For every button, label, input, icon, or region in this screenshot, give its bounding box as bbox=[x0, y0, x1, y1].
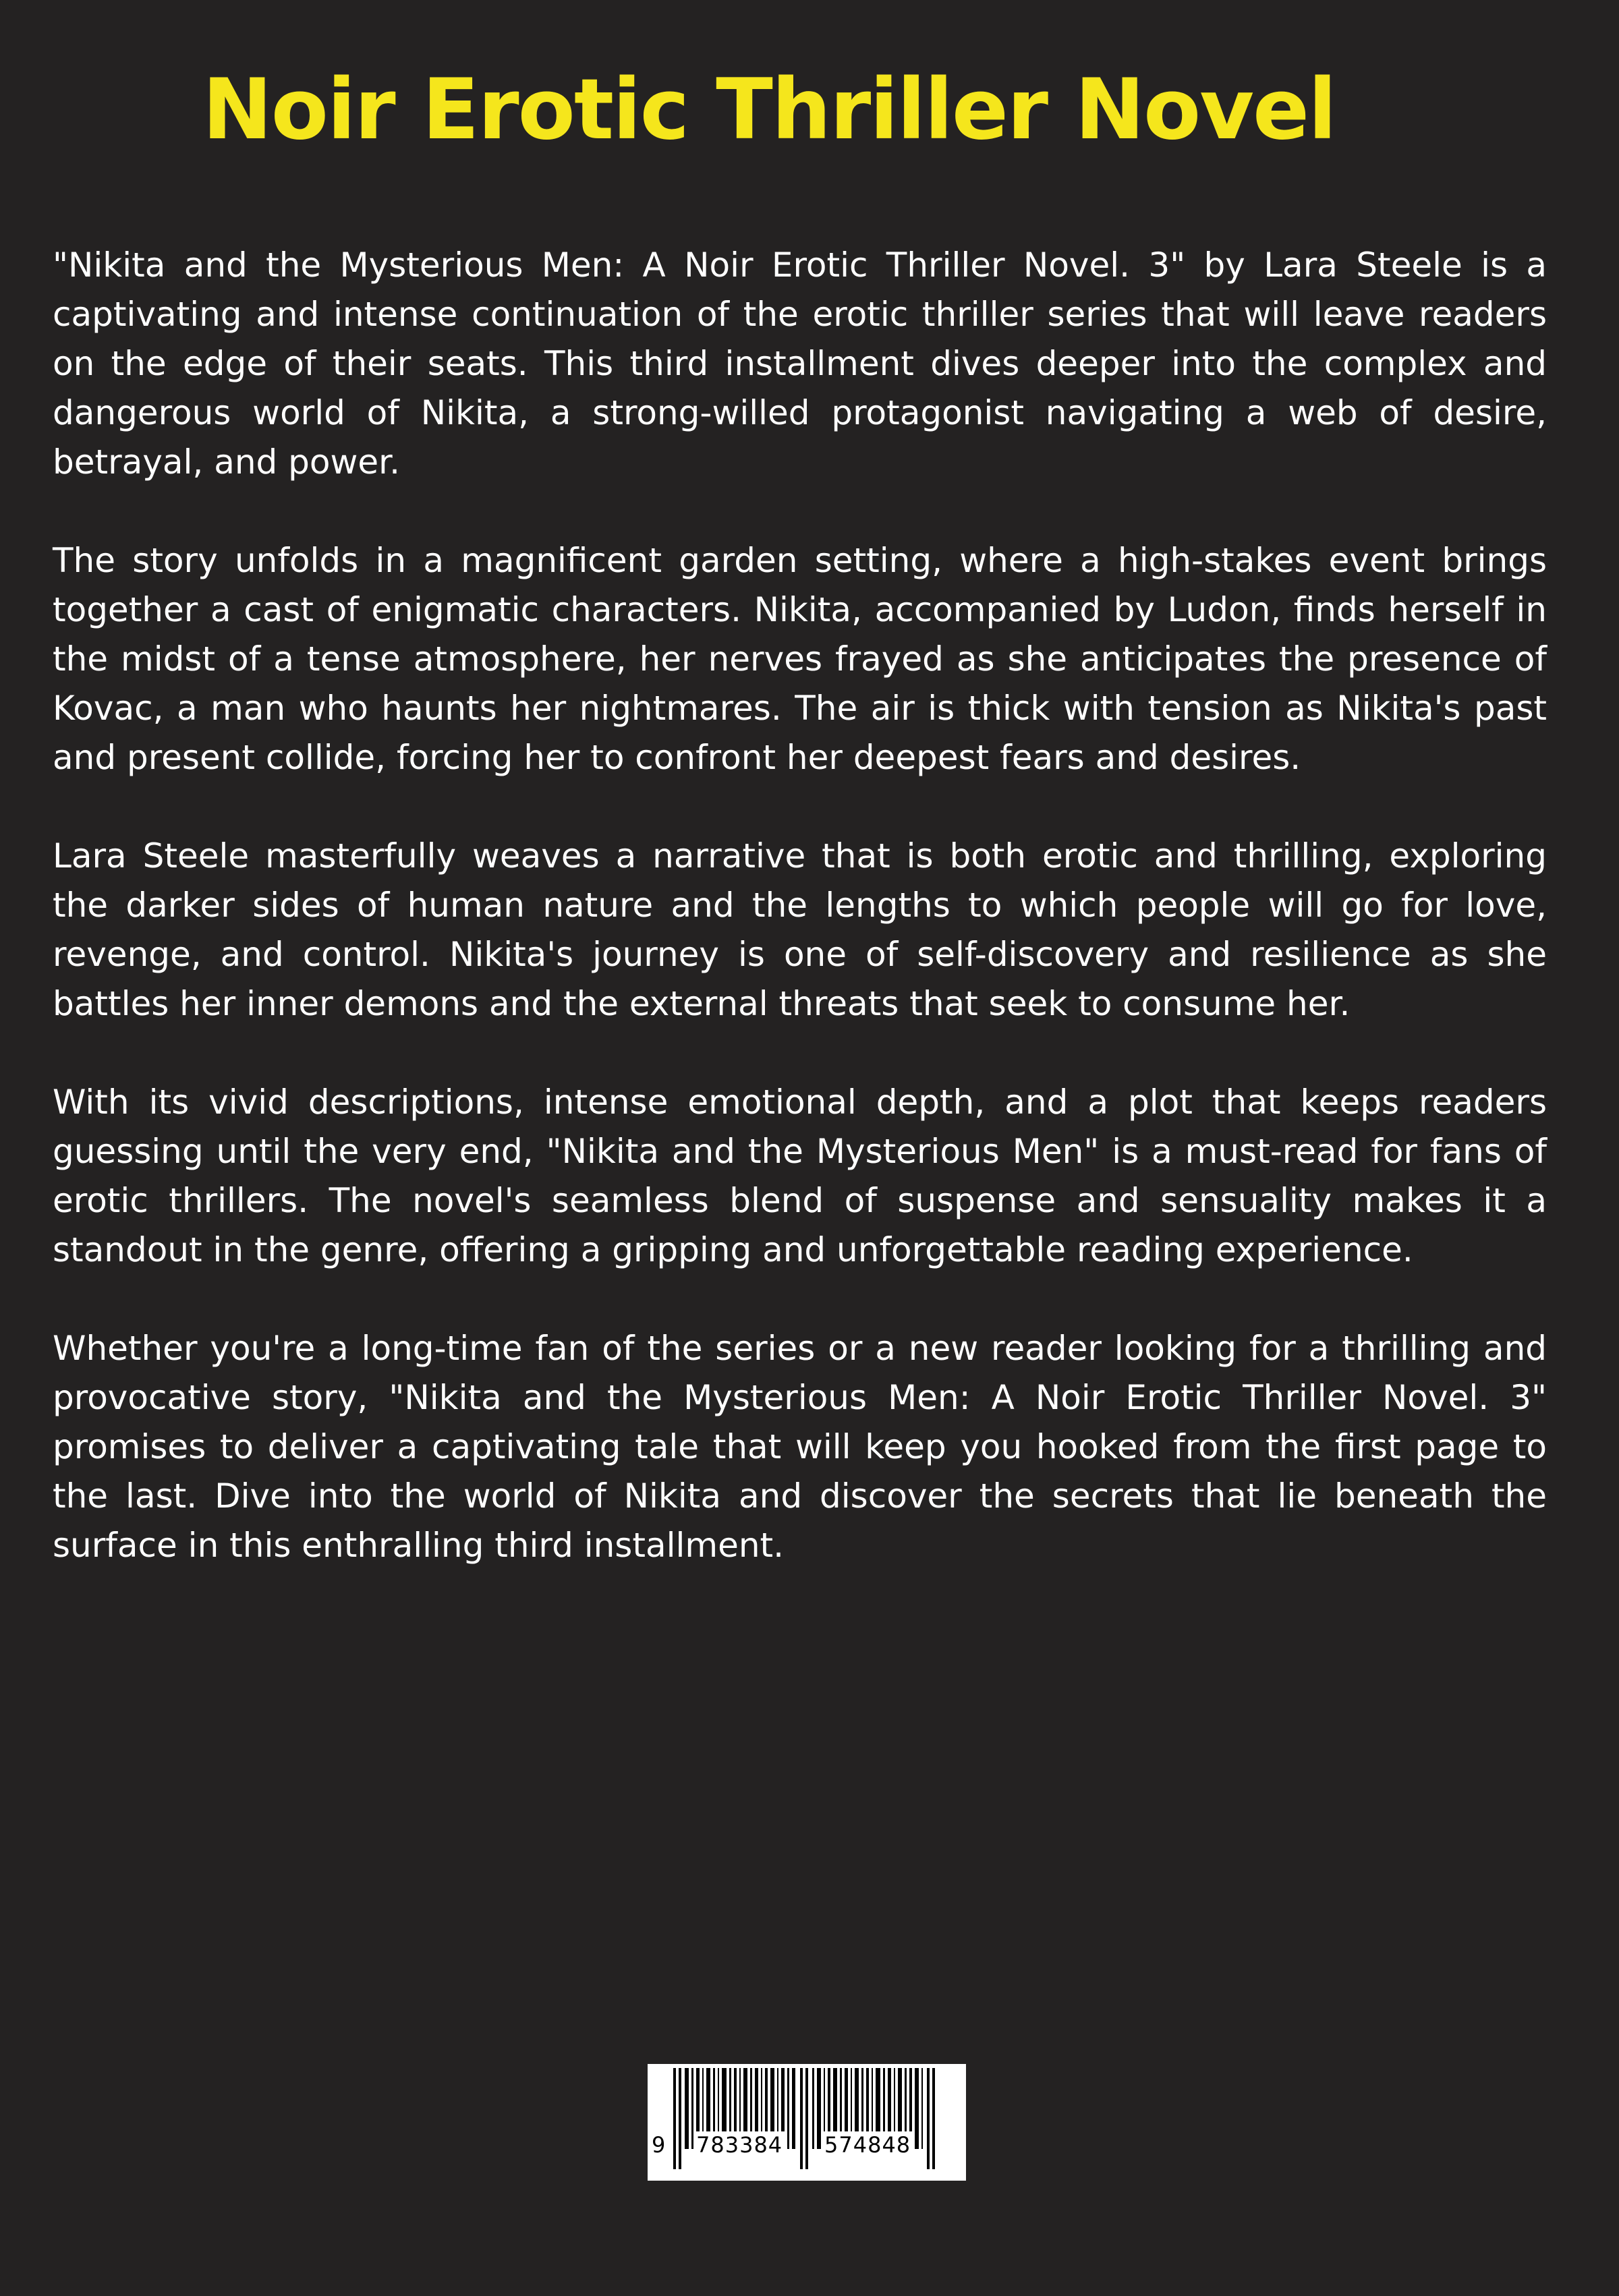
blurb-paragraph-1: "Nikita and the Mysterious Men: A Noir Erotic Thriller Novel. 3" by Lara Steele is a captivating and intense continuation of the erotic thriller series that will leave readers on the edge of their seats. This third installment dives deeper into the complex and dangerous world of Nikita, a strong-willed protagonist navigating a web of desire, betrayal, and power. bbox=[53, 246, 1547, 482]
isbn-barcode bbox=[648, 2064, 966, 2181]
barcode-lead-digit: 9 bbox=[649, 2131, 669, 2158]
blurb-paragraph-3: Lara Steele masterfully weaves a narrative that is both erotic and thrilling, exploring the darker sides of human nature and the lengths to which people will go for love, revenge, and control. Nikita's journey is one of self-discovery and resilience as she battles her inner demons and the external threats that seek to consume her. bbox=[53, 836, 1547, 1023]
barcode-right-digits: 574848 bbox=[822, 2131, 913, 2158]
blurb bbox=[53, 241, 1547, 1619]
barcode-left-digits: 783384 bbox=[693, 2131, 785, 2158]
blurb-paragraph-2: The story unfolds in a magnificent garden setting, where a high-stakes event brings together a cast of enigmatic characters. Nikita, accompanied by Ludon, finds herself in the midst of a tense atmosphere, her nerves frayed as she anticipates the presence of Kovac, a man who haunts her nightmares. The air is thick with tension as Nikita's past and present collide, forcing her to confront her deepest fears and desires. bbox=[53, 541, 1547, 777]
cover-heading: Noir Erotic Thriller Novel bbox=[202, 61, 1336, 159]
blurb-paragraph-4: With its vivid descriptions, intense emotional depth, and a plot that keeps readers guessing until the very end, "Nikita and the Mysterious Men" is a must-read for fans of erotic thrillers. The novel's seamless blend of suspense and sensuality makes it a standout in the genre, offering a gripping and unforgettable reading experience. bbox=[53, 1083, 1547, 1269]
barcode-bars bbox=[648, 2064, 966, 2181]
blurb-paragraph-5: Whether you're a long-time fan of the series or a new reader looking for a thrilling and provocative story, "Nikita and the Mysterious Men: A Noir Erotic Thriller Novel. 3" promises to deliver a captivating tale that will keep you hooked from the first page to the last. Dive into the world of Nikita and discover the secrets that lie beneath the surface in this enthralling third installment. bbox=[53, 1329, 1547, 1565]
